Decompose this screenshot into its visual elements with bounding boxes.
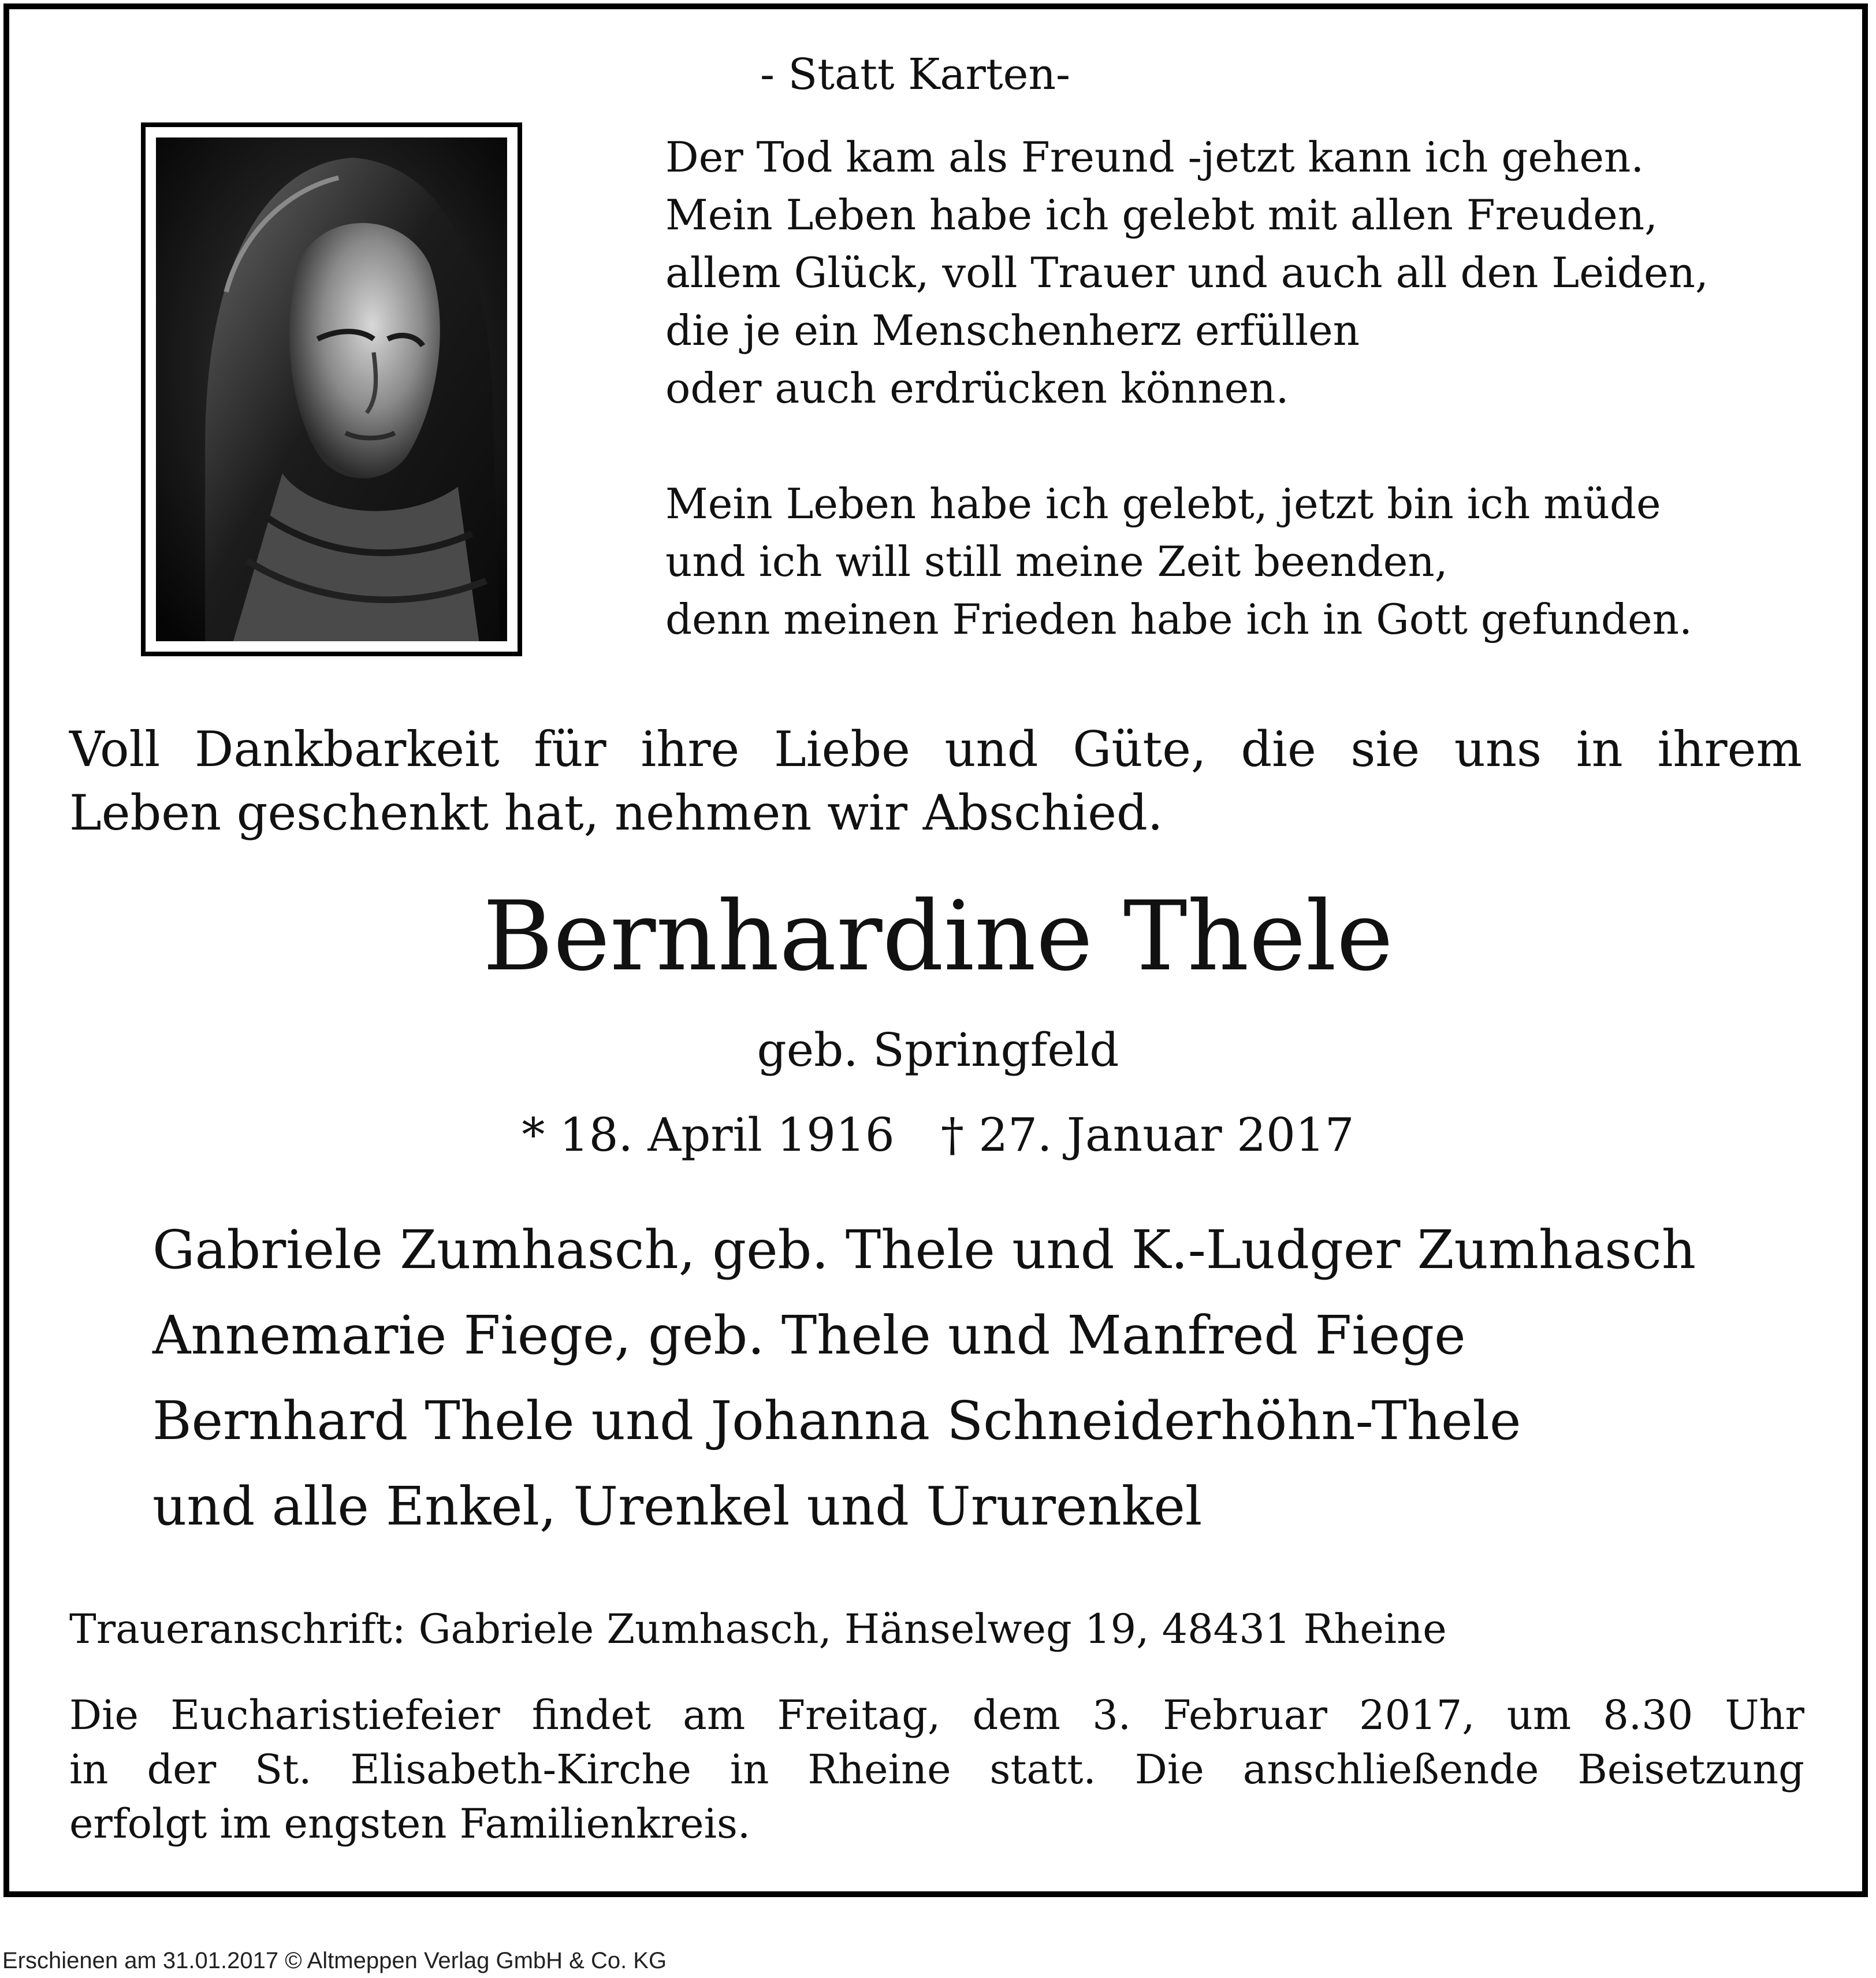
birth-date: * 18. April 1916 [522, 1108, 895, 1162]
poem-line: Der Tod kam als Freund -jetzt kann ich gehen. [665, 133, 1644, 181]
mourning-address: Traueranschrift: Gabriele Zumhasch, Hänselweg 19, 48431 Rheine [69, 1605, 1447, 1653]
intro-line: Leben geschenkt hat, nehmen wir Abschied. [69, 784, 1163, 841]
poem-line: die je ein Menschenherz erfüllen [665, 306, 1360, 355]
service-line: in der St. Elisabeth-Kirche in Rheine statt. Die anschließende Beisetzung [69, 1746, 1804, 1793]
poem-line: und ich will still meine Zeit beenden, [665, 537, 1448, 586]
life-dates [0, 1103, 1876, 1167]
statt-karten-heading: - Statt Karten- [760, 50, 1071, 99]
poem-stanza-2 [665, 475, 1692, 648]
madonna-portrait-image [141, 122, 522, 656]
family-line: Bernhard Thele und Johanna Schneiderhöhn-Thele [152, 1390, 1521, 1452]
family-line: Gabriele Zumhasch, geb. Thele und K.-Ludger Zumhasch [152, 1219, 1696, 1281]
publication-footer: Erschienen am 31.01.2017 © Altmeppen Verlag GmbH & Co. KG [2, 1948, 667, 1973]
service-line: erfolgt im engsten Familienkreis. [69, 1800, 751, 1847]
service-line: Die Eucharistiefeier findet am Freitag, dem 3. Februar 2017, um 8.30 Uhr [69, 1691, 1804, 1739]
poem-line: denn meinen Frieden habe ich in Gott gefunden. [665, 595, 1692, 644]
intro-line: Voll Dankbarkeit für ihre Liebe und Güte, die sie uns in ihrem [69, 721, 1802, 778]
poem-line: allem Glück, voll Trauer und auch all den Leiden, [665, 248, 1708, 297]
family-list [152, 1207, 1696, 1549]
poem-stanza-1 [665, 128, 1708, 417]
deceased-name: Bernhardine Thele [482, 881, 1394, 992]
family-line: Annemarie Fiege, geb. Thele und Manfred Fiege [152, 1304, 1466, 1366]
family-line: und alle Enkel, Urenkel und Ururenkel [152, 1475, 1203, 1537]
poem-line: Mein Leben habe ich gelebt, jetzt bin ich müde [665, 479, 1661, 528]
poem-line: oder auch erdrücken können. [665, 364, 1289, 412]
service-info [69, 1688, 1804, 1851]
death-date: † 27. Januar 2017 [940, 1108, 1354, 1162]
madonna-portrait-icon [156, 137, 507, 641]
poem-line: Mein Leben habe ich gelebt mit allen Freuden, [665, 191, 1658, 239]
birth-name: geb. Springfeld [757, 1023, 1119, 1077]
